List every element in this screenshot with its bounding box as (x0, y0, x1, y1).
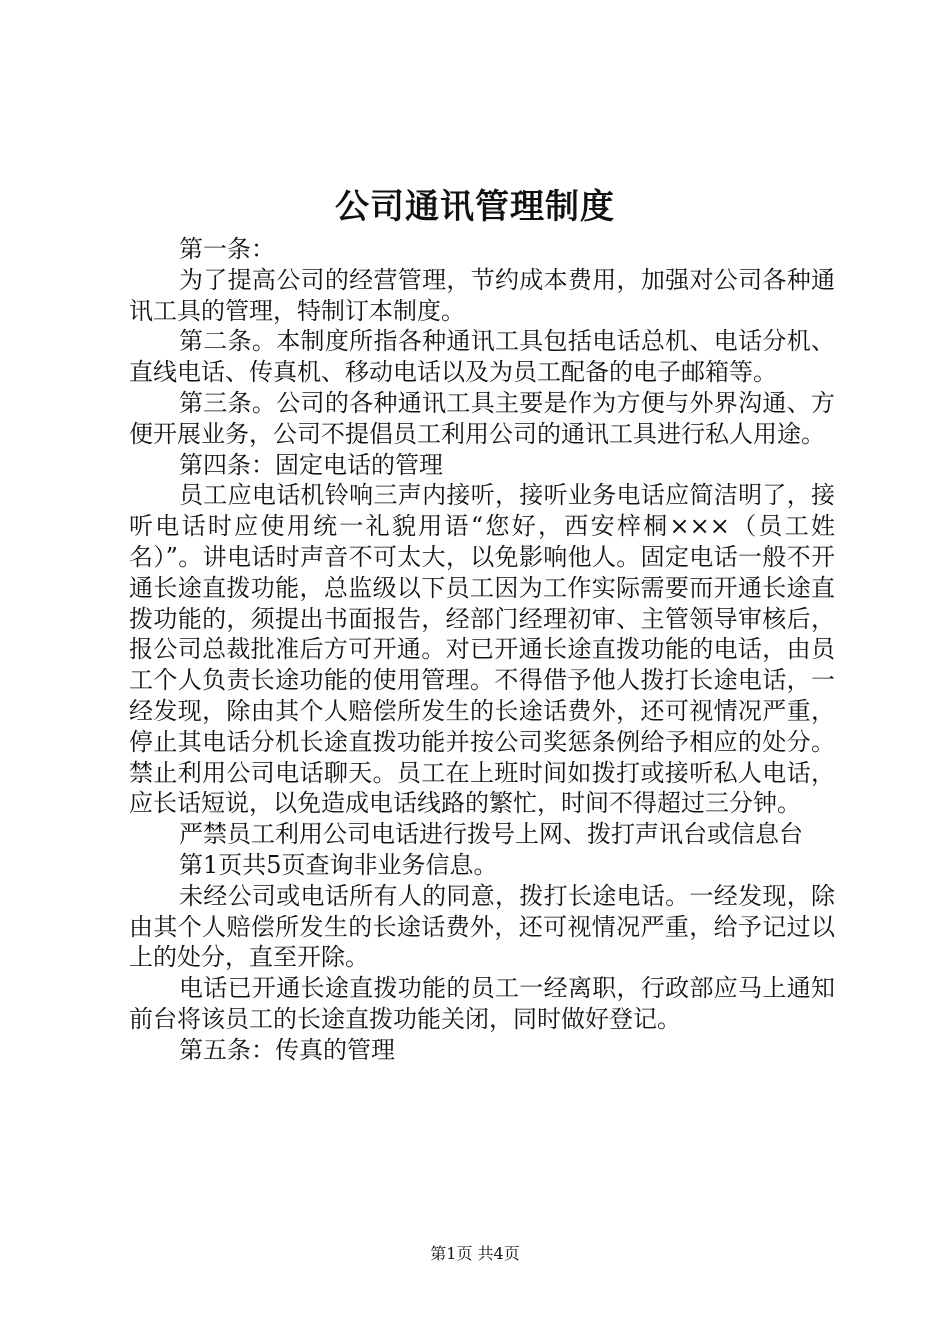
article-3-text: 第三条。公司的各种通讯工具主要是作为方便与外界沟通、方便开展业务，公司不提倡员工利用公司的通讯工具进行私人用途。 (129, 388, 835, 448)
article-4-text: 员工应电话机铃响三声内接听，接听业务电话应简洁明了，接听电话时应使用统一礼貌用语“您好，西安梓桐×××（员工姓名）”。讲电话时声音不可太大，以免影响他人。固定电话一般不开通长途直拨功能，总监级以下员工因为工作实际需要而开通长途直拨功能的，须提出书面报告，经部门经理初审、主管领导审核后，报公司总裁批准后方可开通。对已开通长途直拨功能的电话，由员工个人负责长途功能的使用管理。不得借予他人拨打长途电话，一经发现，除由其个人赔偿所发生的长途话费外，还可视情况严重，停止其电话分机长途直拨功能并按公司奖惩条例给予相应的处分。禁止利用公司电话聊天。员工在上班时间如拨打或接听私人电话，应长话短说，以免造成电话线路的繁忙，时间不得超过三分钟。 (129, 481, 835, 818)
article-4-prohibition: 严禁员工利用公司电话进行拨号上网、拨打声讯台或信息台 (179, 820, 803, 849)
article-4-continuation: 第1页共5页查询非业务信息。 (179, 850, 498, 879)
article-1-text: 为了提高公司的经营管理，节约成本费用，加强对公司各种通讯工具的管理，特制订本制度。 (129, 265, 835, 325)
article-4-heading: 第四条：固定电话的管理 (179, 450, 443, 479)
article-4-long-distance: 未经公司或电话所有人的同意，拨打长途电话。一经发现，除由其个人赔偿所发生的长途话费外，还可视情况严重，给予记过以上的处分，直至开除。 (129, 881, 835, 972)
page-footer: 第1页 共4页 (430, 1244, 520, 1263)
document-body (129, 234, 835, 1066)
document-title: 公司通讯管理制度 (335, 187, 615, 227)
article-4-resignation: 电话已开通长途直拨功能的员工一经离职，行政部应马上通知前台将该员工的长途直拨功能关闭，同时做好登记。 (129, 974, 835, 1033)
article-1-heading: 第一条： (179, 235, 275, 263)
article-5-heading: 第五条：传真的管理 (179, 1035, 395, 1064)
article-2-text: 第二条。本制度所指各种通讯工具包括电话总机、电话分机、直线电话、传真机、移动电话以及为员工配备的电子邮箱等。 (129, 327, 835, 387)
